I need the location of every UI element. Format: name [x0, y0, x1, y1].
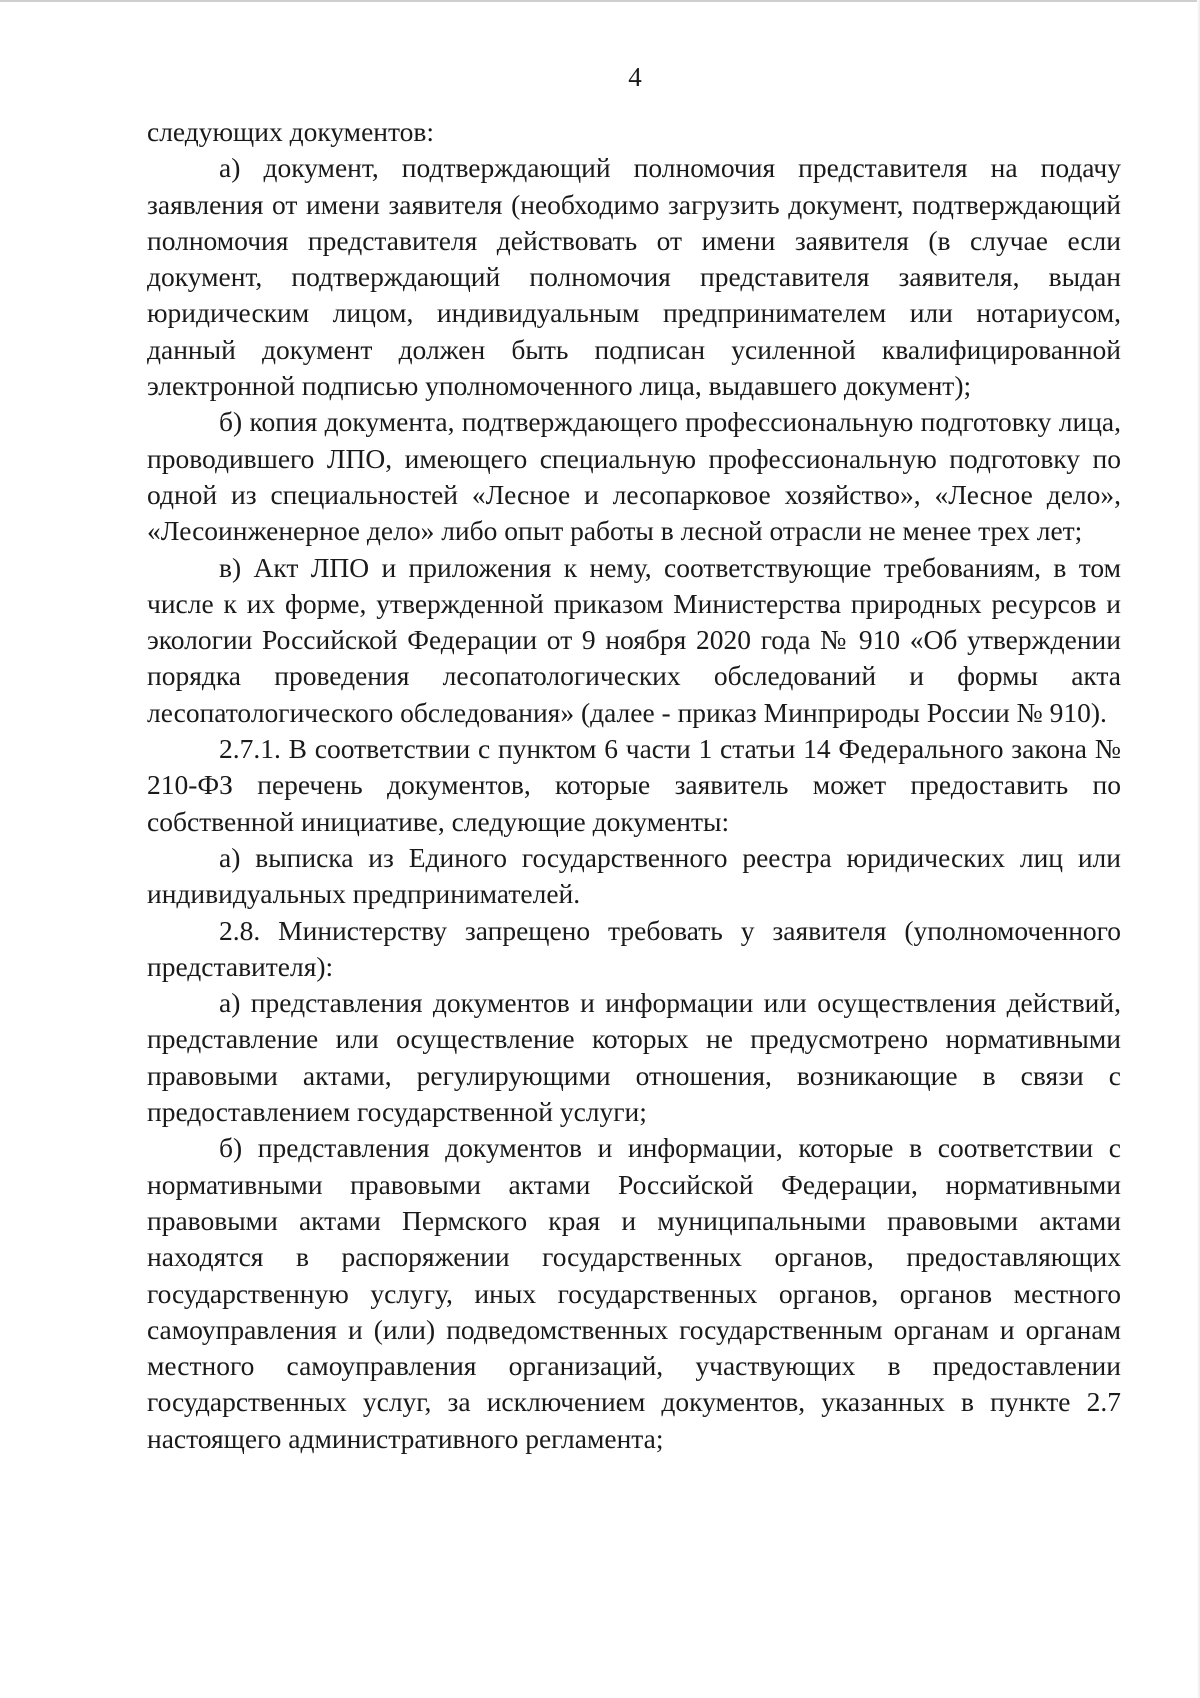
paragraph-2-7-1: 2.7.1. В соответствии с пунктом 6 части 1 статьи 14 Федерального закона № 210-ФЗ перечень документов, которые заявитель может предоставить по собственной инициативе, следующие документы: [147, 733, 1121, 837]
paragraph-item-a-authority: а) документ, подтверждающий полномочия представителя на подачу заявления от имени заявителя (необходимо загрузить документ, подтверждающий полномочия представителя действовать от имени заявителя (в случае если документ, подтверждающий полномочия представителя заявителя, выдан юридическим лицом, индивидуальным предпринимателем или нотариусом, данный документ должен быть подписан усиленной квалифицированной электронной подписью уполномоченного лица, выдавшего документ); [147, 152, 1121, 402]
paragraph-continuation: следующих документов: [147, 116, 435, 147]
paragraph-item-b-qualification: б) копия документа, подтверждающего профессиональную подготовку лица, проводившего ЛПО, имеющего специальную профессиональную подготовку по одной из специальностей «Лесное и лесопарковое хозяйство», «Лесное дело», «Лесоинженерное дело» либо опыт работы в лесной отрасли не менее трех лет; [147, 406, 1121, 547]
paragraph-item-b-prohibition: б) представления документов и информации, которые в соответствии с нормативными правовыми актами Российской Федерации, нормативными правовыми актами Пермского края и муниципальными правовыми актами находятся в распоряжении государственных органов, предоставляющих государственную услугу, иных государственных органов, органов местного самоуправления и (или) подведомственных государственным органам и органам местного самоуправления организаций, участвующих в предоставлении государственных услуг, за исключением документов, указанных в пункте 2.7 настоящего административного регламента; [147, 1132, 1121, 1454]
page-number: 4 [628, 62, 642, 92]
scan-top-edge [0, 0, 1200, 2]
paragraph-item-v-act: в) Акт ЛПО и приложения к нему, соответствующие требованиям, в том числе к их форме, утвержденной приказом Министерства природных ресурсов и экологии Российской Федерации от 9 ноября 2020 года № 910 «Об утверждении порядка проведения лесопатологических обследований и формы акта лесопатологического обследования» (далее - приказ Минприроды России № 910). [147, 551, 1121, 728]
paragraph-2-8: 2.8. Министерству запрещено требовать у заявителя (уполномоченного представителя): [147, 914, 1121, 982]
paragraph-item-a-prohibition: а) представления документов и информации или осуществления действий, представление или осуществление которых не предусмотрено нормативными правовыми актами, регулирующими отношения, возникающие в связи с предоставлением государственной услуги; [147, 987, 1121, 1128]
paragraph-item-a-extract: а) выписка из Единого государственного реестра юридических лиц или индивидуальных предпринимателей. [147, 841, 1121, 910]
document-body [147, 114, 1121, 1457]
